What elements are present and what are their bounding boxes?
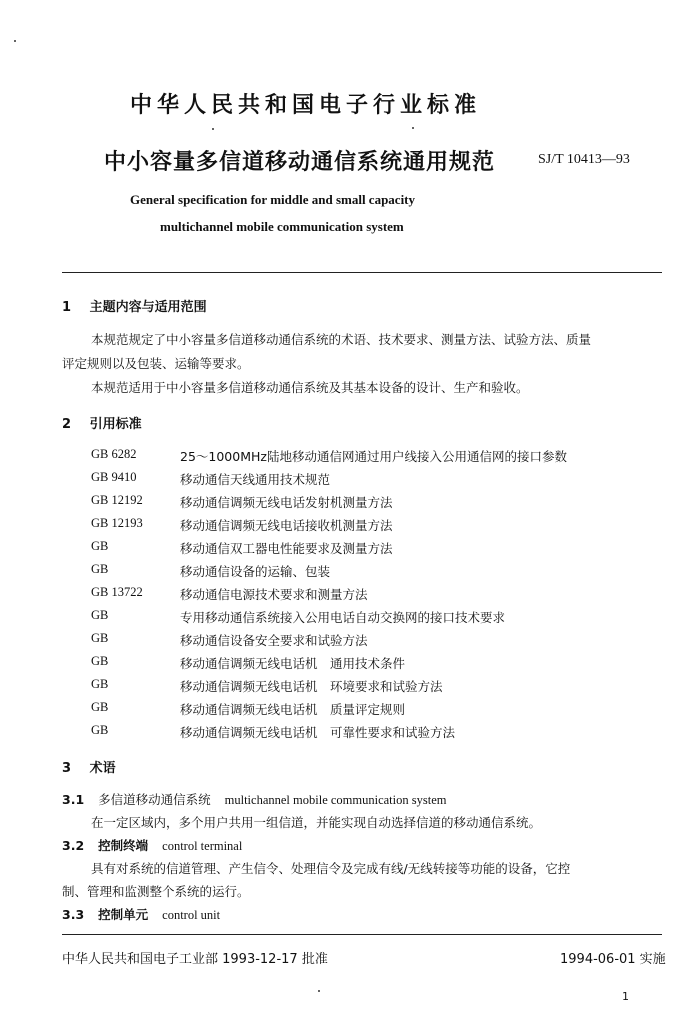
term-cn: 多信道移动通信系统: [98, 792, 211, 807]
term-definition: 具有对系统的信道管理、产生信令、处理信令及完成有线/无线转接等功能的设备，它控: [91, 861, 571, 876]
reference-code: GB: [91, 608, 109, 622]
standard-code: SJ/T 10413—93: [538, 152, 630, 167]
standard-category: 中华人民共和国电子行业标准: [130, 93, 482, 118]
reference-title: 移动通信电源技术要求和测量方法: [180, 587, 368, 602]
reference-code: GB: [91, 562, 109, 576]
reference-title: 专用移动通信系统接入公用电话自动交换网的接口技术要求: [180, 610, 506, 625]
reference-code: GB: [91, 539, 109, 553]
scan-speck: [212, 128, 214, 130]
reference-code: GB 12192: [91, 493, 143, 507]
term-en: control terminal: [162, 839, 243, 853]
english-title-line1: General specification for middle and small capacity: [130, 192, 416, 207]
page-number: 1: [622, 990, 629, 1003]
reference-title: 移动通信调频无线电话机 质量评定规则: [180, 702, 406, 717]
section-title: 主题内容与适用范围: [89, 300, 207, 315]
scan-speck: [318, 990, 320, 992]
term-en: control unit: [162, 908, 221, 922]
term-cn: 控制单元: [98, 907, 149, 922]
reference-code: GB 13722: [91, 585, 143, 599]
term-number: 3.3: [62, 907, 85, 922]
reference-title: 移动通信设备的运输、包装: [180, 564, 331, 579]
reference-title: 移动通信调频无线电话机 环境要求和试验方法: [180, 679, 443, 694]
document-title: 中小容量多信道移动通信系统通用规范: [104, 150, 496, 175]
term-definition: 在一定区域内，多个用户共用一组信道，并能实现自动选择信道的移动通信系统。: [91, 815, 542, 830]
footer-divider: [62, 934, 662, 935]
reference-title: 移动通信调频无线电话接收机测量方法: [180, 518, 393, 533]
term-heading: [62, 905, 220, 923]
reference-code: GB: [91, 723, 109, 737]
paragraph: 本规范适用于中小容量多信道移动通信系统及其基本设备的设计、生产和验收。: [91, 380, 529, 395]
reference-code: GB: [91, 654, 109, 668]
reference-title: 移动通信调频无线电话机 通用技术条件: [180, 656, 406, 671]
section-title: 引用标准: [89, 417, 142, 432]
reference-code: GB: [91, 700, 109, 714]
term-number: 3.2: [62, 838, 85, 853]
paragraph: 本规范规定了中小容量多信道移动通信系统的术语、技术要求、测量方法、试验方法、质量: [91, 332, 592, 347]
section-number: 2: [62, 417, 72, 432]
reference-title: 移动通信调频无线电话发射机测量方法: [180, 495, 393, 510]
reference-title: 移动通信双工器电性能要求及测量方法: [180, 541, 393, 556]
section-number: 3: [62, 761, 72, 776]
term-heading: [62, 836, 242, 854]
reference-code: GB 9410: [91, 470, 137, 484]
english-title-line2: multichannel mobile communication system: [160, 219, 404, 234]
section-title: 术语: [89, 761, 116, 776]
paragraph: 评定规则以及包装、运输等要求。: [62, 356, 250, 371]
scan-speck: [412, 127, 414, 129]
reference-code: GB: [91, 631, 109, 645]
term-en: multichannel mobile communication system: [224, 793, 447, 807]
scan-speck: [14, 40, 16, 42]
reference-title: 25～1000MHz陆地移动通信网通过用户线接入公用通信网的接口参数: [180, 449, 567, 464]
term-number: 3.1: [62, 792, 85, 807]
reference-code: GB 6282: [91, 447, 137, 461]
term-heading: [62, 790, 446, 808]
term-definition: 制、管理和监测整个系统的运行。: [62, 884, 250, 899]
section-number: 1: [62, 300, 72, 315]
section-2-heading: [62, 413, 142, 432]
section-1-heading: [62, 296, 207, 315]
effective-date: 1994-06-01 实施: [560, 952, 666, 967]
reference-title: 移动通信天线通用技术规范: [180, 472, 331, 487]
header-divider: [62, 272, 662, 273]
reference-title: 移动通信调频无线电话机 可靠性要求和试验方法: [180, 725, 456, 740]
term-cn: 控制终端: [98, 838, 149, 853]
section-3-heading: [62, 757, 116, 776]
reference-title: 移动通信设备安全要求和试验方法: [180, 633, 368, 648]
reference-code: GB 12193: [91, 516, 143, 530]
reference-code: GB: [91, 677, 109, 691]
issuer-line: 中华人民共和国电子工业部 1993-12-17 批准: [62, 952, 328, 967]
